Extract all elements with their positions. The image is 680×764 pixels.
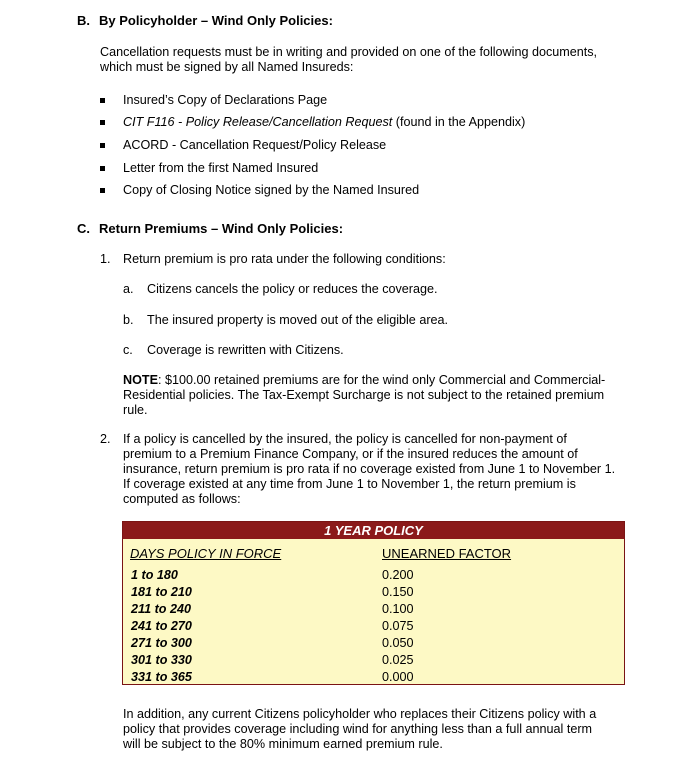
column-header-days: DAYS POLICY IN FORCE [130, 546, 282, 561]
factor-cell: 0.000 [382, 670, 414, 684]
note-line-1 [123, 373, 605, 388]
section-c-letter: C. [77, 221, 90, 236]
bullet-icon [100, 143, 105, 148]
table-row [123, 602, 624, 619]
sub-item-text: The insured property is moved out of the eligible area. [147, 313, 449, 327]
closing-line: In addition, any current Citizens policyholder who replaces their Citizens policy with a [123, 707, 597, 721]
table-row [123, 670, 624, 687]
factor-cell: 0.150 [382, 585, 414, 599]
unearned-factor-table [122, 521, 625, 685]
bullet-icon [100, 166, 105, 171]
bullet-icon [100, 188, 105, 193]
item-2-line: If coverage existed at any time from June 1 to November 1, the return premium is [123, 477, 576, 491]
closing-line: will be subject to the 80% minimum earned premium rule. [123, 737, 443, 751]
note-line-3: rule. [123, 403, 148, 417]
sub-item-label: b. [123, 313, 134, 327]
item-1-number: 1. [100, 252, 111, 266]
sub-item-text: Citizens cancels the policy or reduces the coverage. [147, 282, 438, 296]
days-cell: 1 to 180 [131, 568, 178, 582]
bullet-text: Insured’s Copy of Declarations Page [123, 93, 328, 107]
days-cell: 211 to 240 [131, 602, 191, 616]
form-reference: CIT F116 - Policy Release/Cancellation Request [123, 115, 393, 129]
note-label: NOTE [123, 373, 158, 387]
sub-item-label: a. [123, 282, 134, 296]
item-2-line: computed as follows: [123, 492, 241, 506]
note-text: : $100.00 retained premiums are for the wind only Commercial and Commercial- [157, 373, 606, 387]
bullet-icon [100, 120, 105, 125]
table-row [123, 653, 624, 670]
factor-cell: 0.025 [382, 653, 414, 667]
sub-item-label: c. [123, 343, 133, 357]
days-cell: 241 to 270 [131, 619, 192, 633]
days-cell: 301 to 330 [131, 653, 192, 667]
bullet-text: Copy of Closing Notice signed by the Named Insured [123, 183, 420, 197]
section-c-heading [77, 221, 343, 236]
table-row [123, 619, 624, 636]
section-b-letter: B. [77, 13, 90, 28]
bullet-icon [100, 98, 105, 103]
closing-line: policy that provides coverage including wind for anything less than a full annual term [123, 722, 593, 736]
table-row [123, 636, 624, 653]
column-header-factor: UNEARNED FACTOR [382, 546, 512, 561]
factor-cell: 0.100 [382, 602, 414, 616]
item-2-number: 2. [100, 432, 111, 446]
days-cell: 271 to 300 [131, 636, 192, 650]
note-line-2: Residential policies. The Tax-Exempt Surcharge is not subject to the retained premium [123, 388, 605, 402]
table-title: 1 YEAR POLICY [123, 522, 624, 539]
factor-cell: 0.075 [382, 619, 414, 633]
section-b-intro-line1: Cancellation requests must be in writing and provided on one of the following documents, [100, 45, 598, 59]
days-cell: 181 to 210 [131, 585, 192, 599]
bullet-text: ACORD - Cancellation Request/Policy Release [123, 138, 387, 152]
bullet-text [123, 115, 525, 130]
days-cell: 331 to 365 [131, 670, 192, 684]
table-row [123, 585, 624, 602]
item-2-line: If a policy is cancelled by the insured, the policy is cancelled for non-payment of [123, 432, 567, 446]
factor-cell: 0.050 [382, 636, 414, 650]
bullet-text-suffix: (found in the Appendix) [392, 115, 526, 129]
table-row [123, 568, 624, 585]
factor-cell: 0.200 [382, 568, 414, 582]
section-b-intro-line2: which must be signed by all Named Insureds: [100, 60, 354, 74]
section-c-title: Return Premiums – Wind Only Policies: [99, 221, 344, 236]
item-2-line: premium to a Premium Finance Company, or if the insured reduces the amount of [123, 447, 578, 461]
sub-item-text: Coverage is rewritten with Citizens. [147, 343, 344, 357]
item-2-line: insurance, return premium is pro rata if no coverage existed from June 1 to November 1. [123, 462, 616, 476]
bullet-text: Letter from the first Named Insured [123, 161, 319, 175]
section-b-heading [77, 13, 333, 28]
section-b-title: By Policyholder – Wind Only Policies: [99, 13, 333, 28]
item-1-text: Return premium is pro rata under the following conditions: [123, 252, 446, 266]
